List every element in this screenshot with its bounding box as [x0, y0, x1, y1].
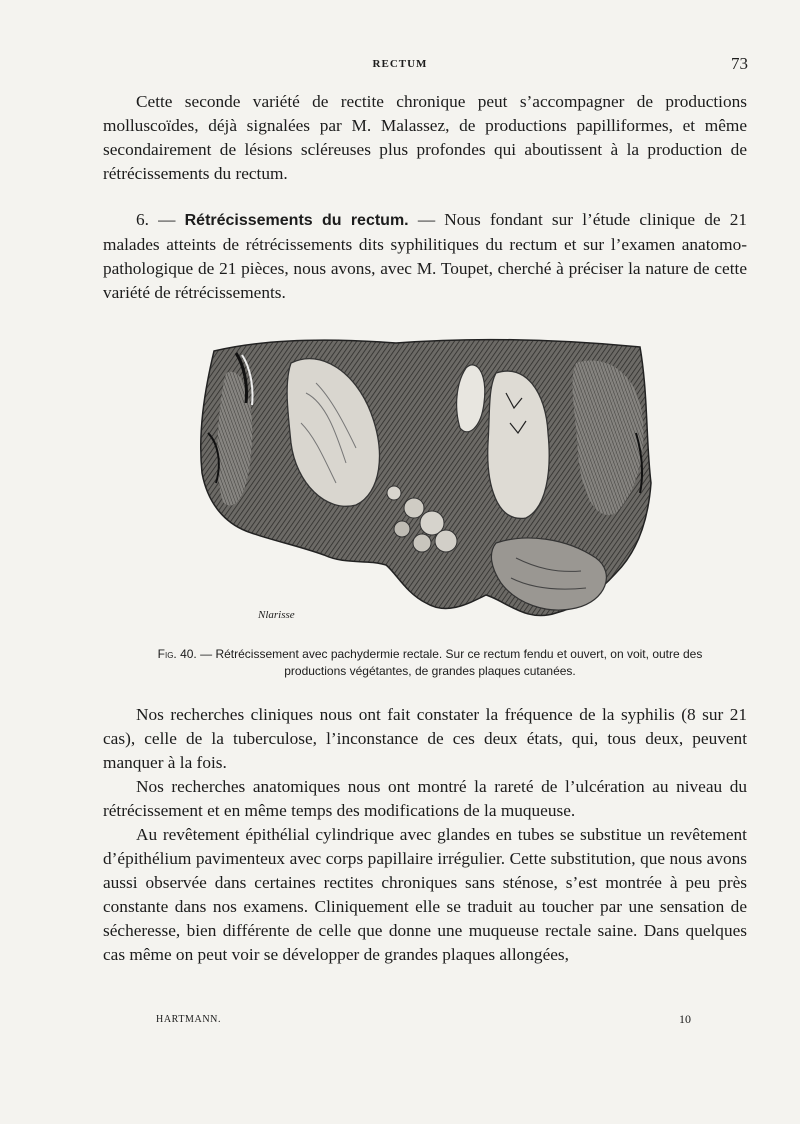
page-number: 73 — [731, 54, 748, 73]
running-title: RECTUM — [372, 58, 428, 70]
footer-author: HARTMANN. — [156, 1014, 222, 1025]
paragraph-anatomical: Nos recherches anatomiques nous ont montré la rareté de l’ulcération au niveau du rétrécissement et en même temps des modifications de la muqueuse. — [103, 777, 747, 820]
lower-body-text — [103, 703, 747, 967]
paragraph-epithelium: Au revêtement épithélial cylindrique avec glandes en tubes se substitue un revêtement d’épithélium pavimenteux avec corps papillaire irrégulier. Cette substitution, que nous avons aussi observée dans certaines rectites chroniques sans sténose, s’est montrée à peu près constante dans nos examens. Cliniquement elle se traduit au toucher par une sensation de sécheresse, bien différente de celle que donne une muqueuse rectale saine. Dans quelques cas même on peut voir se développer de grandes plaques allongées, — [103, 825, 747, 964]
opening-paragraph — [103, 90, 747, 186]
section-title: Rétrécissements du rectum. — [184, 212, 409, 229]
figure-engraving — [196, 333, 658, 633]
section-6 — [103, 208, 747, 305]
engraver-signature: Nlarisse — [258, 609, 295, 621]
page-footer — [0, 1014, 800, 1034]
running-head — [0, 56, 800, 76]
caption-text: — Rétrécissement avec pachydermie rectale. Sur ce rectum fendu et ouvert, on voit, outre des productions végétantes, de grandes plaques cutanées. — [200, 647, 703, 678]
rectum-illustration — [196, 333, 658, 633]
paragraph-clinical: Nos recherches cliniques nous ont fait constater la fréquence de la syphilis (8 sur 21 cas), celle de la tuberculose, l’inconstance de ces deux états, qui, tous deux, peuvent manquer à la fois. — [103, 705, 747, 772]
paragraph-text: Cette seconde variété de rectite chronique peut s’accompagner de productions molluscoïdes, déjà signalées par M. Malassez, de productions papilliformes, et même secondairement de lésions scléreuses plus profondes qui aboutissent à la production de rétrécissements du rectum. — [103, 92, 747, 183]
section-paragraph — [103, 208, 747, 305]
section-number: 6. — — [136, 210, 176, 229]
signature-mark: 10 — [679, 1012, 691, 1026]
caption-label: Fig. 40. — [157, 647, 197, 661]
figure-caption — [150, 646, 710, 680]
section-body: — Nous fondant sur l’étude clinique de 21 malades atteints de rétrécissements dits syphilitiques du rectum et sur l’examen anatomo-pathologique de 21 pièces, nous avons, avec M. Toupet, cherché à préciser la nature de cette variété de rétrécissements. — [103, 210, 747, 302]
